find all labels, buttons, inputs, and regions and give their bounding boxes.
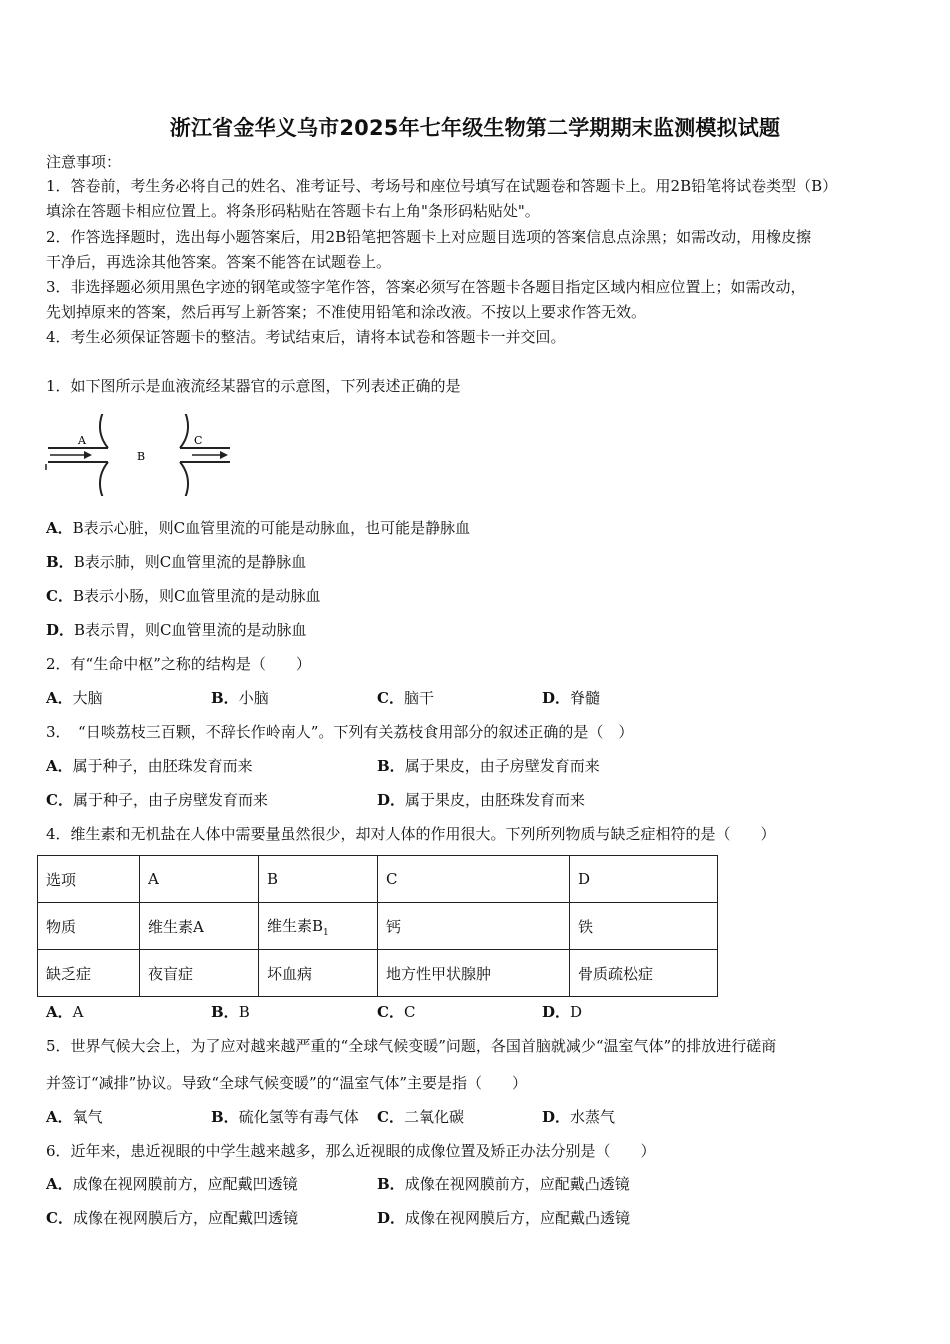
q4-option-a: A．A — [46, 1003, 84, 1021]
vitamin-table — [37, 855, 718, 997]
q4-option-d: D．D — [542, 1003, 583, 1021]
table-row — [38, 856, 718, 903]
q5-option-d: D．水蒸气 — [542, 1108, 616, 1126]
table-cell: A — [140, 856, 259, 903]
table-cell: 坏血病 — [259, 950, 378, 997]
q4-option-b: B．B — [211, 1003, 250, 1021]
table-cell: 铁 — [570, 903, 718, 950]
label-c: C — [194, 434, 203, 447]
notice-line: 3．非选择题必须用黑色字迹的钢笔或签字笔作答，答案必须写在答题卡各题目指定区域内相应位置上；如需改动， — [46, 278, 806, 296]
label-b: B — [137, 450, 146, 463]
table-cell: 物质 — [38, 903, 140, 950]
question-3-stem: 3． “日啖荔枝三百颗，不辞长作岭南人”。下列有关荔枝食用部分的叙述正确的是（ ） — [46, 723, 634, 741]
notice-heading: 注意事项： — [46, 153, 122, 171]
q3-option-d: D．属于果皮，由胚珠发育而来 — [377, 791, 586, 809]
table-cell: 选项 — [38, 856, 140, 903]
table-cell: D — [570, 856, 718, 903]
notice-line: 先划掉原来的答案，然后再写上新答案；不准使用铅笔和涂改液。不按以上要求作答无效。 — [46, 303, 647, 321]
notice-line: 2．作答选择题时，选出每小题答案后，用2B铅笔把答题卡上对应题目选项的答案信息点涂黑；如需改动，用橡皮擦 — [46, 228, 812, 246]
q1-option-d: D．B表示胃，则C血管里流的是动脉血 — [46, 621, 307, 639]
table-cell: 维生素A — [140, 903, 259, 950]
table-cell: 夜盲症 — [140, 950, 259, 997]
notice-line: 干净后，再选涂其他答案。答案不能答在试题卷上。 — [46, 253, 392, 271]
question-2-stem: 2．有“生命中枢”之称的结构是（ ） — [46, 655, 311, 673]
table-cell: B — [259, 856, 378, 903]
q2-option-d: D．脊髓 — [542, 689, 601, 707]
notice-line: 填涂在答题卡相应位置上。将条形码粘贴在答题卡右上角"条形码粘贴处"。 — [46, 202, 540, 220]
q6-option-c: C．成像在视网膜后方，应配戴凹透镜 — [46, 1209, 298, 1227]
q5-option-a: A．氧气 — [46, 1108, 103, 1126]
q2-option-b: B．小脑 — [211, 689, 269, 707]
q5-option-b: B．硫化氢等有毒气体 — [211, 1108, 359, 1126]
q1-option-a: A．B表示心脏，则C血管里流的可能是动脉血，也可能是静脉血 — [46, 519, 471, 537]
page-title: 浙江省金华义乌市2025年七年级生物第二学期期末监测模拟试题 — [169, 116, 781, 140]
table-row — [38, 903, 718, 950]
q2-option-c: C．脑干 — [377, 689, 434, 707]
question-5-stem-cont: 并签订“减排”协议。导致“全球气候变暖”的“温室气体”主要是指（ ） — [46, 1074, 528, 1092]
notice-line: 4．考生必须保证答题卡的整洁。考试结束后，请将本试卷和答题卡一并交回。 — [46, 328, 566, 346]
organ-lower-arc — [100, 462, 188, 496]
table-cell: C — [378, 856, 570, 903]
label-a: A — [78, 434, 86, 447]
q1-option-b: B．B表示肺，则C血管里流的是静脉血 — [46, 553, 307, 571]
q5-option-c: C．二氧化碳 — [377, 1108, 464, 1126]
table-cell: 钙 — [378, 903, 570, 950]
q6-option-d: D．成像在视网膜后方，应配戴凸透镜 — [377, 1209, 631, 1227]
q3-option-a: A．属于种子，由胚珠发育而来 — [46, 757, 253, 775]
table-row — [38, 950, 718, 997]
q4-option-c: C．C — [377, 1003, 416, 1021]
question-5-stem: 5．世界气候大会上，为了应对越来越严重的“全球气候变暖”问题，各国首脑就减少“温室气体”的排放进行磋商 — [46, 1037, 777, 1055]
question-6-stem: 6．近年来，患近视眼的中学生越来越多，那么近视眼的成像位置及矫正办法分别是（ ） — [46, 1142, 656, 1160]
q6-option-a: A．成像在视网膜前方，应配戴凹透镜 — [46, 1175, 298, 1193]
q3-option-b: B．属于果皮，由子房壁发育而来 — [377, 757, 600, 775]
arrow-a-head-icon — [84, 451, 92, 459]
question-4-stem: 4．维生素和无机盐在人体中需要量虽然很少，却对人体的作用很大。下列所列物质与缺乏症相符的是（ ） — [46, 825, 776, 843]
arrow-c-head-icon — [220, 451, 228, 459]
table-cell: 骨质疏松症 — [570, 950, 718, 997]
q3-option-c: C．属于种子，由子房壁发育而来 — [46, 791, 268, 809]
question-1-stem: 1．如下图所示是血液流经某器官的示意图，下列表述正确的是 — [46, 377, 461, 395]
organ-upper-arc — [100, 414, 188, 448]
table-cell: 地方性甲状腺肿 — [378, 950, 570, 997]
table-cell: 维生素$B_1$ — [259, 903, 378, 950]
q2-option-a: A．大脑 — [46, 689, 103, 707]
notice-line: 1．答卷前，考生务必将自己的姓名、准考证号、考场号和座位号填写在试题卷和答题卡上。用2B铅笔将试卷类型（B） — [46, 177, 838, 195]
q1-option-c: C．B表示小肠，则C血管里流的是动脉血 — [46, 587, 321, 605]
q6-option-b: B．成像在视网膜前方，应配戴凸透镜 — [377, 1175, 630, 1193]
table-cell: 缺乏症 — [38, 950, 140, 997]
blood-flow-diagram — [44, 414, 234, 496]
